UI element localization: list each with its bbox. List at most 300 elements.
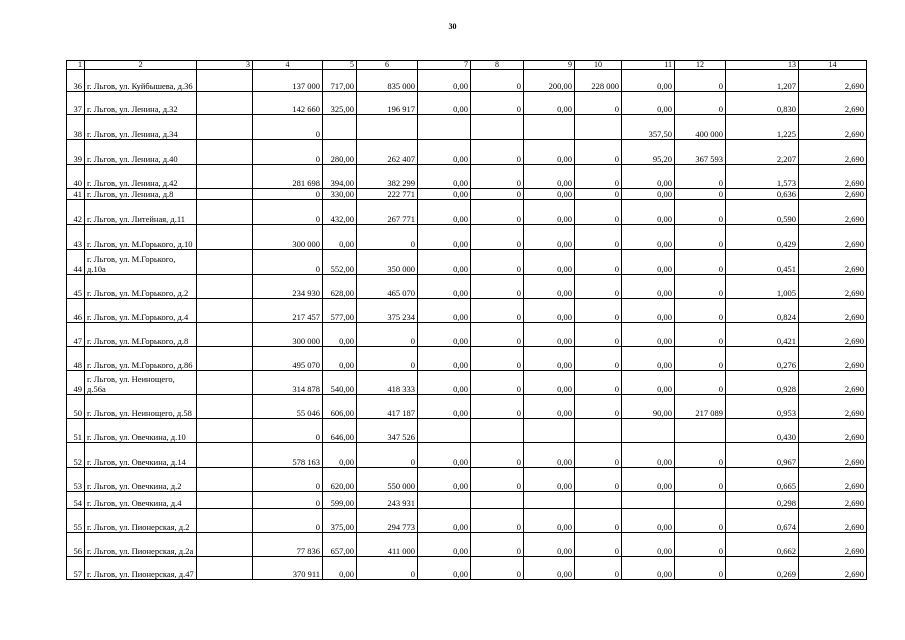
- value-cell: 0,590: [726, 200, 799, 225]
- value-cell: 2,690: [799, 70, 867, 92]
- value-cell: [197, 275, 253, 299]
- address-cell: г. Льгов, ул. Овечкина, д.2: [85, 468, 197, 492]
- header-cell: 2: [85, 61, 197, 70]
- value-cell: 0: [575, 509, 622, 533]
- value-cell: [524, 492, 575, 509]
- table-row: [67, 225, 867, 250]
- table-row: [67, 250, 867, 275]
- value-cell: 0: [357, 225, 418, 250]
- value-cell: 0,00: [418, 443, 471, 468]
- value-cell: 0,298: [726, 492, 799, 509]
- value-cell: 0,00: [524, 468, 575, 492]
- value-cell: 0: [575, 92, 622, 115]
- value-cell: [197, 323, 253, 347]
- value-cell: 0,928: [726, 371, 799, 395]
- table-row: [67, 165, 867, 189]
- address-cell: г. Льгов, ул. Ленина, д.40: [85, 140, 197, 165]
- value-cell: 0: [675, 275, 726, 299]
- value-cell: 2,690: [799, 115, 867, 140]
- value-cell: 0: [675, 299, 726, 323]
- value-cell: 0: [357, 443, 418, 468]
- value-cell: 0: [471, 165, 524, 189]
- address-cell: г. Льгов, ул. Пионерская, д.47: [85, 557, 197, 580]
- value-cell: 0,00: [418, 200, 471, 225]
- value-cell: 0: [675, 347, 726, 371]
- value-cell: [197, 299, 253, 323]
- value-cell: 0,00: [418, 347, 471, 371]
- value-cell: 325,00: [323, 92, 357, 115]
- value-cell: 243 931: [357, 492, 418, 509]
- value-cell: 0,00: [524, 347, 575, 371]
- value-cell: 0: [575, 225, 622, 250]
- value-cell: 394,00: [323, 165, 357, 189]
- value-cell: 418 333: [357, 371, 418, 395]
- value-cell: 234 930: [253, 275, 323, 299]
- value-cell: 0,00: [622, 250, 675, 275]
- row-number: 54: [67, 492, 85, 509]
- row-number: 47: [67, 323, 85, 347]
- value-cell: 646,00: [323, 419, 357, 443]
- value-cell: 0: [471, 443, 524, 468]
- address-cell: г. Льгов, ул. М.Горького, д.10а: [85, 250, 197, 275]
- value-cell: 0,665: [726, 468, 799, 492]
- value-cell: 262 407: [357, 140, 418, 165]
- value-cell: 375 234: [357, 299, 418, 323]
- value-cell: [524, 419, 575, 443]
- value-cell: 0,00: [622, 200, 675, 225]
- value-cell: 0: [253, 492, 323, 509]
- value-cell: 2,690: [799, 165, 867, 189]
- header-row: [67, 61, 867, 70]
- data-table: [66, 60, 867, 580]
- header-cell: 5: [323, 61, 357, 70]
- value-cell: 142 660: [253, 92, 323, 115]
- value-cell: 717,00: [323, 70, 357, 92]
- value-cell: [197, 140, 253, 165]
- table-row: [67, 557, 867, 580]
- value-cell: 0: [253, 419, 323, 443]
- table-row: [67, 92, 867, 115]
- value-cell: 0: [675, 468, 726, 492]
- value-cell: 0,00: [524, 533, 575, 557]
- value-cell: 1,573: [726, 165, 799, 189]
- address-cell: г. Льгов, ул. Неинощего, д.56а: [85, 371, 197, 395]
- row-number: 52: [67, 443, 85, 468]
- value-cell: 294 773: [357, 509, 418, 533]
- page-number: 30: [448, 22, 457, 31]
- value-cell: 0,00: [524, 557, 575, 580]
- table-row: [67, 70, 867, 92]
- value-cell: 0,00: [418, 250, 471, 275]
- value-cell: 417 187: [357, 395, 418, 419]
- value-cell: [675, 419, 726, 443]
- value-cell: 2,690: [799, 200, 867, 225]
- value-cell: 0,00: [622, 509, 675, 533]
- value-cell: 0: [575, 200, 622, 225]
- value-cell: 0: [253, 189, 323, 200]
- row-number: 50: [67, 395, 85, 419]
- value-cell: 0,674: [726, 509, 799, 533]
- value-cell: 2,690: [799, 492, 867, 509]
- value-cell: 0,00: [418, 557, 471, 580]
- value-cell: 196 917: [357, 92, 418, 115]
- value-cell: 0: [575, 323, 622, 347]
- value-cell: 628,00: [323, 275, 357, 299]
- address-cell: г. Льгов, ул. Ленина, д.34: [85, 115, 197, 140]
- row-number: 37: [67, 92, 85, 115]
- value-cell: 0,967: [726, 443, 799, 468]
- value-cell: 0,00: [524, 509, 575, 533]
- value-cell: 0: [471, 70, 524, 92]
- value-cell: 0,00: [524, 225, 575, 250]
- value-cell: 400 000: [675, 115, 726, 140]
- value-cell: 0,00: [622, 347, 675, 371]
- table-row: [67, 468, 867, 492]
- value-cell: 2,690: [799, 509, 867, 533]
- value-cell: [197, 347, 253, 371]
- value-cell: 0,00: [418, 189, 471, 200]
- value-cell: [575, 419, 622, 443]
- value-cell: 77 836: [253, 533, 323, 557]
- value-cell: 0,00: [524, 189, 575, 200]
- value-cell: 0: [575, 371, 622, 395]
- value-cell: [197, 70, 253, 92]
- value-cell: 0: [253, 140, 323, 165]
- value-cell: 465 070: [357, 275, 418, 299]
- value-cell: 0,00: [323, 443, 357, 468]
- value-cell: 0: [471, 347, 524, 371]
- value-cell: [197, 371, 253, 395]
- header-cell: 10: [575, 61, 622, 70]
- value-cell: [197, 492, 253, 509]
- value-cell: 2,690: [799, 395, 867, 419]
- value-cell: 835 000: [357, 70, 418, 92]
- value-cell: [197, 443, 253, 468]
- value-cell: 0: [575, 395, 622, 419]
- value-cell: 300 000: [253, 323, 323, 347]
- header-cell: 8: [471, 61, 524, 70]
- header-cell: 4: [253, 61, 323, 70]
- value-cell: 432,00: [323, 200, 357, 225]
- value-cell: 0: [675, 323, 726, 347]
- value-cell: 0: [575, 299, 622, 323]
- address-cell: г. Льгов, ул. Ленина, д.42: [85, 165, 197, 189]
- value-cell: 0,00: [418, 140, 471, 165]
- value-cell: 217 089: [675, 395, 726, 419]
- value-cell: 0,00: [622, 557, 675, 580]
- address-cell: г. Льгов, ул. Пионерская, д.2а: [85, 533, 197, 557]
- value-cell: 0: [675, 509, 726, 533]
- value-cell: 0,00: [323, 347, 357, 371]
- value-cell: 0,00: [622, 468, 675, 492]
- value-cell: 0,00: [418, 225, 471, 250]
- row-number: 39: [67, 140, 85, 165]
- value-cell: 0: [575, 250, 622, 275]
- address-cell: г. Льгов, ул. Овечкина, д.14: [85, 443, 197, 468]
- value-cell: 0,00: [524, 299, 575, 323]
- value-cell: 0,830: [726, 92, 799, 115]
- value-cell: [622, 492, 675, 509]
- value-cell: 0: [357, 557, 418, 580]
- value-cell: 375,00: [323, 509, 357, 533]
- table-row: [67, 443, 867, 468]
- value-cell: [471, 419, 524, 443]
- row-number: 41: [67, 189, 85, 200]
- table-row: [67, 189, 867, 200]
- value-cell: 1,225: [726, 115, 799, 140]
- value-cell: 0: [471, 140, 524, 165]
- value-cell: [418, 492, 471, 509]
- value-cell: 222 771: [357, 189, 418, 200]
- table-row: [67, 140, 867, 165]
- value-cell: 2,690: [799, 140, 867, 165]
- value-cell: 540,00: [323, 371, 357, 395]
- value-cell: 620,00: [323, 468, 357, 492]
- value-cell: [197, 115, 253, 140]
- value-cell: 357,50: [622, 115, 675, 140]
- value-cell: [197, 468, 253, 492]
- row-number: 44: [67, 250, 85, 275]
- value-cell: [418, 115, 471, 140]
- value-cell: 217 457: [253, 299, 323, 323]
- table-row: [67, 533, 867, 557]
- value-cell: 228 000: [575, 70, 622, 92]
- value-cell: 0: [471, 468, 524, 492]
- row-number: 53: [67, 468, 85, 492]
- value-cell: 0,00: [418, 509, 471, 533]
- value-cell: 0: [675, 250, 726, 275]
- value-cell: 137 000: [253, 70, 323, 92]
- value-cell: 2,690: [799, 419, 867, 443]
- row-number: 45: [67, 275, 85, 299]
- value-cell: 95,20: [622, 140, 675, 165]
- value-cell: 55 046: [253, 395, 323, 419]
- value-cell: 0,00: [418, 299, 471, 323]
- value-cell: 367 593: [675, 140, 726, 165]
- value-cell: 0,636: [726, 189, 799, 200]
- value-cell: 2,690: [799, 468, 867, 492]
- table-row: [67, 419, 867, 443]
- value-cell: 0,00: [418, 323, 471, 347]
- value-cell: 0: [471, 395, 524, 419]
- value-cell: 2,690: [799, 371, 867, 395]
- value-cell: 0,00: [418, 533, 471, 557]
- value-cell: [575, 492, 622, 509]
- header-cell: 12: [675, 61, 726, 70]
- value-cell: [197, 419, 253, 443]
- value-cell: 0: [675, 533, 726, 557]
- value-cell: 0,429: [726, 225, 799, 250]
- value-cell: 90,00: [622, 395, 675, 419]
- value-cell: 0: [675, 92, 726, 115]
- value-cell: 0: [357, 323, 418, 347]
- value-cell: 0: [575, 140, 622, 165]
- row-number: 56: [67, 533, 85, 557]
- value-cell: 599,00: [323, 492, 357, 509]
- value-cell: 0,00: [323, 225, 357, 250]
- value-cell: 0: [471, 225, 524, 250]
- address-cell: г. Льгов, ул. М.Горького, д.86: [85, 347, 197, 371]
- value-cell: 2,690: [799, 92, 867, 115]
- row-number: 40: [67, 165, 85, 189]
- row-number: 38: [67, 115, 85, 140]
- value-cell: 0: [675, 70, 726, 92]
- value-cell: [471, 492, 524, 509]
- value-cell: 280,00: [323, 140, 357, 165]
- row-number: 57: [67, 557, 85, 580]
- value-cell: 0,00: [622, 225, 675, 250]
- table-row: [67, 371, 867, 395]
- value-cell: 0,00: [418, 70, 471, 92]
- value-cell: 0: [575, 468, 622, 492]
- value-cell: 0,00: [524, 92, 575, 115]
- value-cell: [323, 115, 357, 140]
- value-cell: 550 000: [357, 468, 418, 492]
- value-cell: 0,00: [524, 395, 575, 419]
- value-cell: 2,690: [799, 557, 867, 580]
- value-cell: [197, 189, 253, 200]
- value-cell: 0: [471, 533, 524, 557]
- value-cell: 0,00: [418, 395, 471, 419]
- value-cell: 0: [575, 557, 622, 580]
- value-cell: 0,00: [622, 533, 675, 557]
- value-cell: 0: [253, 468, 323, 492]
- value-cell: 2,690: [799, 533, 867, 557]
- value-cell: 578 163: [253, 443, 323, 468]
- value-cell: 0: [471, 509, 524, 533]
- value-cell: 347 526: [357, 419, 418, 443]
- value-cell: 0,00: [418, 275, 471, 299]
- value-cell: 0: [471, 323, 524, 347]
- table-row: [67, 323, 867, 347]
- value-cell: 411 000: [357, 533, 418, 557]
- value-cell: 0: [471, 371, 524, 395]
- value-cell: 0,430: [726, 419, 799, 443]
- value-cell: 0: [675, 189, 726, 200]
- value-cell: [197, 165, 253, 189]
- value-cell: [197, 509, 253, 533]
- value-cell: 0: [357, 347, 418, 371]
- value-cell: 2,690: [799, 275, 867, 299]
- row-number: 49: [67, 371, 85, 395]
- value-cell: 0,00: [418, 468, 471, 492]
- address-cell: г. Льгов, ул. М.Горького, д.8: [85, 323, 197, 347]
- value-cell: 0: [471, 299, 524, 323]
- value-cell: 382 299: [357, 165, 418, 189]
- value-cell: 0: [471, 250, 524, 275]
- value-cell: 2,690: [799, 347, 867, 371]
- value-cell: 0: [575, 189, 622, 200]
- value-cell: 2,690: [799, 323, 867, 347]
- value-cell: 0: [575, 443, 622, 468]
- value-cell: 0: [253, 509, 323, 533]
- value-cell: 0: [471, 275, 524, 299]
- header-cell: 6: [357, 61, 418, 70]
- row-number: 48: [67, 347, 85, 371]
- value-cell: [197, 92, 253, 115]
- value-cell: 0: [471, 557, 524, 580]
- table-row: [67, 509, 867, 533]
- table-row: [67, 115, 867, 140]
- row-number: 42: [67, 200, 85, 225]
- value-cell: [524, 115, 575, 140]
- value-cell: 0,00: [524, 323, 575, 347]
- value-cell: 0,00: [418, 92, 471, 115]
- header-cell: 9: [524, 61, 575, 70]
- value-cell: [622, 419, 675, 443]
- value-cell: 0: [575, 165, 622, 189]
- value-cell: 0: [575, 275, 622, 299]
- value-cell: 0: [471, 92, 524, 115]
- value-cell: [197, 557, 253, 580]
- value-cell: 0,00: [418, 371, 471, 395]
- row-number: 36: [67, 70, 85, 92]
- value-cell: 0: [471, 189, 524, 200]
- value-cell: 0,953: [726, 395, 799, 419]
- value-cell: 657,00: [323, 533, 357, 557]
- value-cell: [197, 395, 253, 419]
- header-cell: 14: [799, 61, 867, 70]
- value-cell: 0,00: [323, 557, 357, 580]
- value-cell: 2,690: [799, 299, 867, 323]
- table-row: [67, 200, 867, 225]
- header-cell: 13: [726, 61, 799, 70]
- value-cell: [197, 225, 253, 250]
- value-cell: [197, 533, 253, 557]
- value-cell: 0,00: [323, 323, 357, 347]
- value-cell: 0,00: [622, 323, 675, 347]
- address-cell: г. Льгов, ул. Ленина, д.8: [85, 189, 197, 200]
- value-cell: 577,00: [323, 299, 357, 323]
- header-cell: 3: [197, 61, 253, 70]
- value-cell: 0,00: [622, 92, 675, 115]
- value-cell: 267 771: [357, 200, 418, 225]
- value-cell: [357, 115, 418, 140]
- value-cell: 370 911: [253, 557, 323, 580]
- value-cell: 0,00: [418, 165, 471, 189]
- row-number: 43: [67, 225, 85, 250]
- value-cell: [471, 115, 524, 140]
- value-cell: 0: [253, 250, 323, 275]
- value-cell: [575, 115, 622, 140]
- address-cell: г. Льгов, ул. Овечкина, д.4: [85, 492, 197, 509]
- value-cell: 0: [253, 115, 323, 140]
- header-cell: 11: [622, 61, 675, 70]
- row-number: 51: [67, 419, 85, 443]
- address-cell: г. Льгов, ул. Пионерская, д.2: [85, 509, 197, 533]
- value-cell: 552,00: [323, 250, 357, 275]
- value-cell: 1,005: [726, 275, 799, 299]
- address-cell: г. Льгов, ул. М.Горького, д.2: [85, 275, 197, 299]
- value-cell: 0,421: [726, 323, 799, 347]
- value-cell: 2,690: [799, 189, 867, 200]
- table-row: [67, 275, 867, 299]
- value-cell: 0: [675, 165, 726, 189]
- header-cell: 1: [67, 61, 85, 70]
- value-cell: 0,00: [524, 371, 575, 395]
- row-number: 55: [67, 509, 85, 533]
- value-cell: 2,690: [799, 250, 867, 275]
- table-row: [67, 299, 867, 323]
- value-cell: 0,00: [622, 299, 675, 323]
- value-cell: [197, 250, 253, 275]
- value-cell: 0,00: [622, 371, 675, 395]
- address-cell: г. Льгов, ул. Овечкина, д.10: [85, 419, 197, 443]
- value-cell: [197, 200, 253, 225]
- value-cell: [418, 419, 471, 443]
- value-cell: 0,00: [622, 70, 675, 92]
- value-cell: 0,00: [622, 189, 675, 200]
